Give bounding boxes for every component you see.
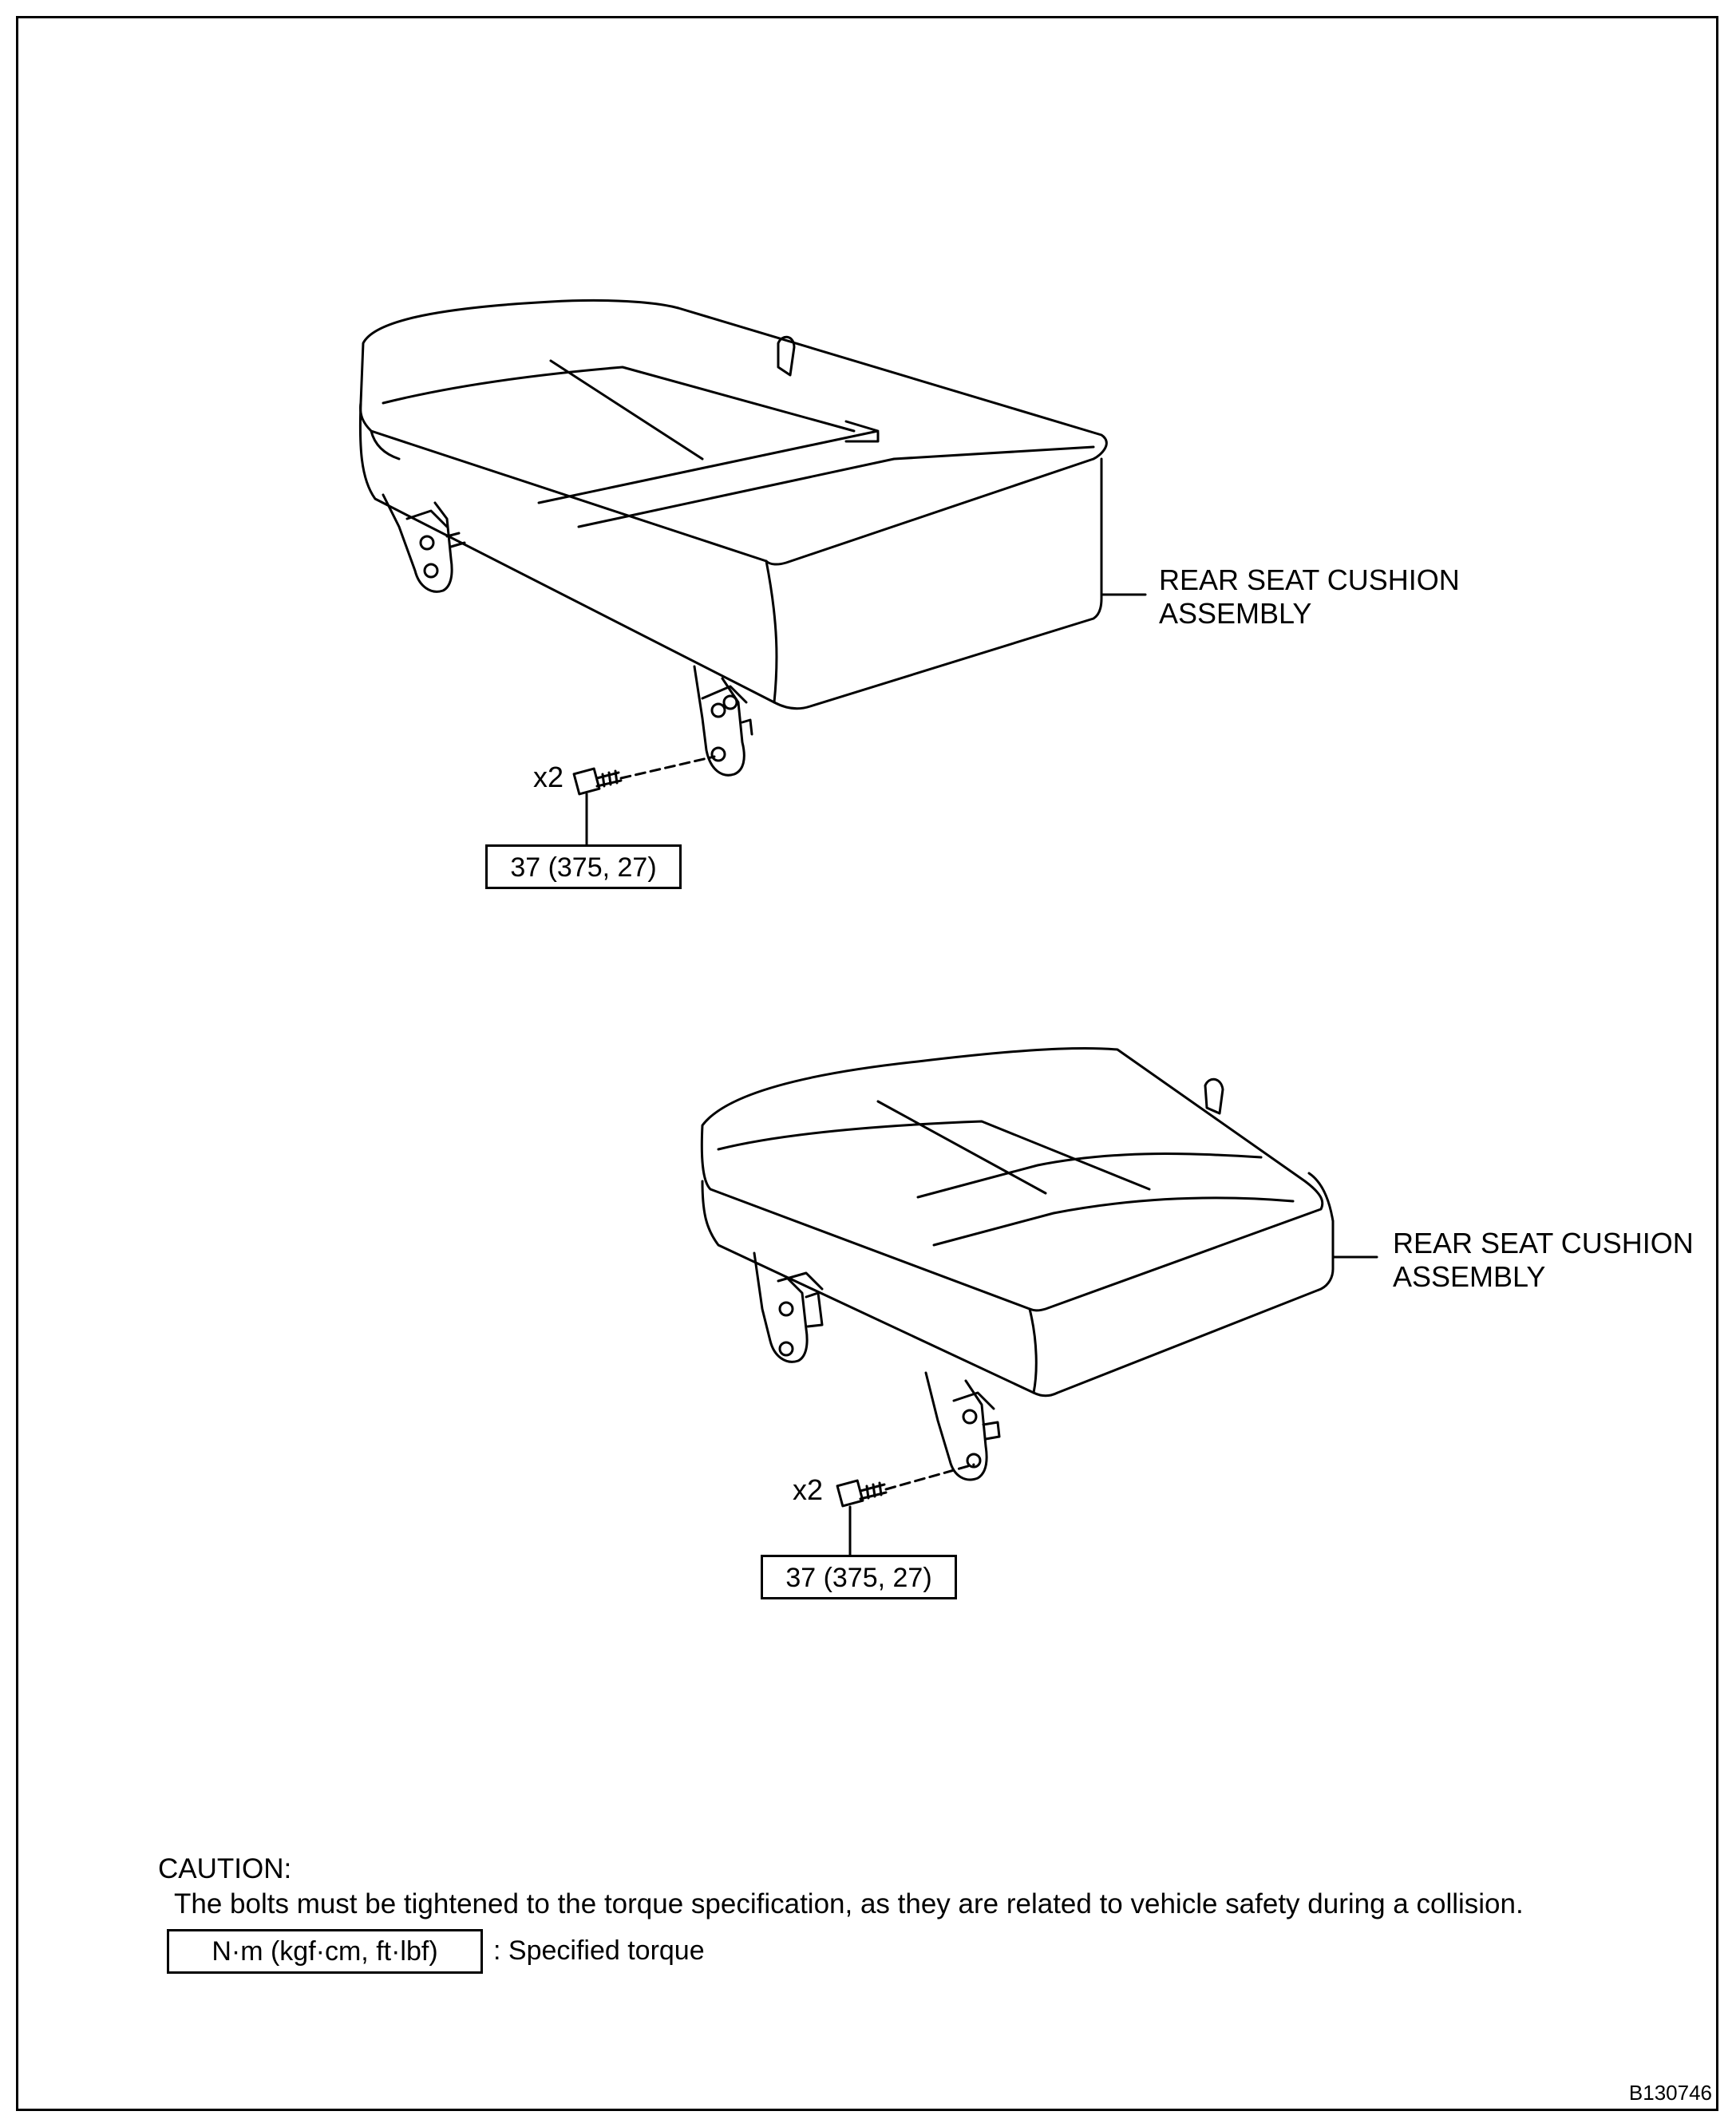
upper-torque-box: 37 (375, 27) — [485, 844, 682, 889]
upper-bolt-icon — [574, 757, 714, 854]
upper-assembly-label-line2: ASSEMBLY — [1159, 597, 1312, 630]
upper-assembly-label-line1: REAR SEAT CUSHION — [1159, 563, 1460, 596]
lower-assembly-label-line2: ASSEMBLY — [1393, 1260, 1546, 1293]
upper-seat-cushion — [360, 300, 1145, 775]
lower-torque-box: 37 (375, 27) — [761, 1555, 957, 1599]
lower-assembly-label-line1: REAR SEAT CUSHION — [1393, 1227, 1694, 1259]
torque-unit-legend-text: : Specified torque — [493, 1935, 705, 1966]
figure-code: B130746 — [1628, 2081, 1712, 2105]
torque-unit-legend-box: N·m (kgf·cm, ft·lbf) — [167, 1929, 483, 1974]
lower-quantity-label: x2 — [793, 1473, 824, 1506]
lower-seat-cushion — [702, 1048, 1377, 1479]
caution-text: The bolts must be tightened to the torque specification, as they are related to vehicle safety during a collision. — [174, 1888, 1524, 1919]
lower-bolt-icon — [837, 1465, 974, 1560]
upper-quantity-label: x2 — [533, 761, 564, 793]
caution-heading: CAUTION: — [158, 1853, 292, 1884]
